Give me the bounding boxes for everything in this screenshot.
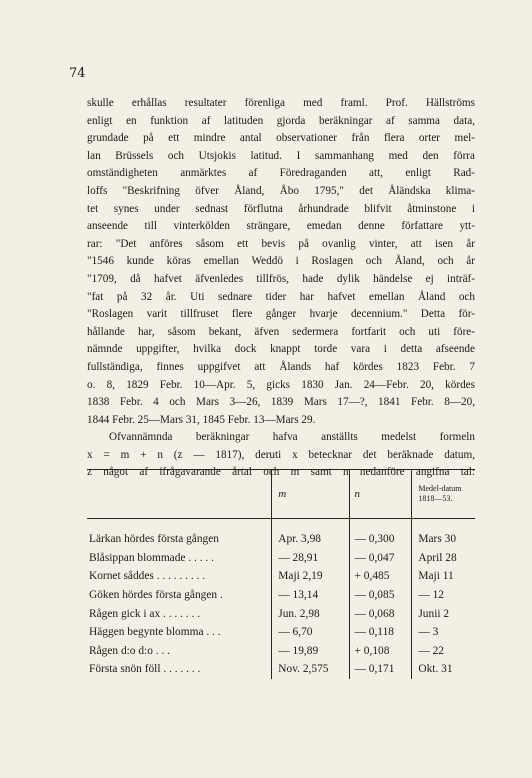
mean-date: Mars 30	[412, 519, 475, 549]
table-row	[87, 586, 475, 605]
m-value: Jun. 2,98	[272, 604, 349, 623]
row-label: Rågen gick i ax . . . . . . .	[89, 607, 201, 620]
text-line: z något af ifrågavarande årtal och m samt n nedanföre angifna tal:	[87, 466, 475, 479]
row-label: Rågen d:o d:o . . .	[89, 644, 170, 657]
text-line: anseende till vinterkölden strängare, emedan denne författare ytt-	[87, 220, 475, 233]
row-label: Göken hördes första gången .	[89, 589, 223, 602]
phenology-table	[87, 469, 475, 679]
table-row	[87, 549, 475, 568]
text-line: 1844 Febr. 25—Mars 31, 1845 Febr. 13—Mars 29.	[87, 413, 316, 426]
header-mean-date: Medel-datum 1818—53.	[412, 470, 475, 519]
n-value: + 0,485	[349, 567, 412, 586]
row-label: Häggen begynte blomma . . .	[89, 626, 221, 639]
mean-date: — 22	[412, 642, 475, 661]
header-m: m	[272, 470, 349, 519]
mean-date: Maji 11	[412, 567, 475, 586]
table-row	[87, 519, 475, 549]
text-line: omständigheten anmärktes af Föredraganden att, enligt Rad-	[87, 167, 475, 180]
body-text	[87, 95, 475, 482]
text-line: Ofvannämnda beräkningar hafva anställts medelst formeln	[109, 431, 475, 444]
row-label: Första snön föll . . . . . . .	[89, 663, 201, 676]
text-line: tet synes under sednast förflutna århundrade blifvit åtminstone i	[87, 202, 475, 215]
header-label	[87, 470, 272, 519]
row-label: Blåsippan blommade . . . . .	[89, 551, 214, 564]
m-value: Apr. 3,98	[272, 519, 349, 549]
table-row	[87, 660, 475, 679]
m-value: — 13,14	[272, 586, 349, 605]
text-line: "fat på 32 år. Uti sednare tider har hafvet emellan Åland och	[87, 290, 475, 303]
n-value: — 0,171	[349, 660, 412, 679]
mean-date: Junii 2	[412, 604, 475, 623]
text-line: enligt en funktion af latituden gjorda beräkningar af samma data,	[87, 114, 475, 127]
table-row	[87, 604, 475, 623]
text-line: loffs "Beskrifning öfver Åland, Åbo 1795," det Åländska klima-	[87, 184, 475, 197]
header-n: n	[349, 470, 412, 519]
n-value: — 0,068	[349, 604, 412, 623]
text-line: grundade på ett mindre antal observationer från flera orter mel-	[87, 132, 475, 145]
m-value: — 6,70	[272, 623, 349, 642]
text-line: "1546 kunde köras emellan Weddö i Roslagen och Åland, och år	[87, 255, 475, 268]
m-value: — 28,91	[272, 549, 349, 568]
table-header-row	[87, 470, 475, 519]
n-value: — 0,085	[349, 586, 412, 605]
formula-line: x = m + n (z — 1817), deruti x betecknar det beräknade datum,	[87, 448, 475, 461]
n-value: — 0,118	[349, 623, 412, 642]
mean-date: — 12	[412, 586, 475, 605]
table-row	[87, 623, 475, 642]
n-value: — 0,300	[349, 519, 412, 549]
text-line: fullständiga, finnes uppgifvet att Ålands haf kördes 1823 Febr. 7	[87, 360, 475, 373]
paragraph	[87, 95, 475, 429]
n-value: + 0,108	[349, 642, 412, 661]
row-label: Kornet såddes . . . . . . . . .	[89, 570, 206, 583]
text-line: "1709, då hafvet äfvenledes tillfrös, hade dylik händelse ej inträf-	[87, 272, 475, 285]
m-value: Nov. 2,575	[272, 660, 349, 679]
text-line: rar: "Det anföres såsom ett bevis på ovanlig vinter, att isen år	[87, 237, 475, 250]
text-line: 1838 Febr. 4 och Mars 3—26, 1839 Mars 17—?, 1841 Febr. 8—20,	[87, 396, 475, 409]
text-line: hållande har, såsom bekant, äfven sedermera fortfarit och uti före-	[87, 325, 475, 338]
m-value: — 19,89	[272, 642, 349, 661]
mean-date: April 28	[412, 549, 475, 568]
text-line: skulle erhållas resultater förenliga med framl. Prof. Hällströms	[87, 97, 475, 109]
m-value: Maji 2,19	[272, 567, 349, 586]
text-line: "Roslagen varit tillfruset flere gånger hvarje decennium." Detta för-	[87, 308, 475, 321]
text-line: o. 8, 1829 Febr. 10—Apr. 5, gicks 1830 Jan. 24—Febr. 20, kördes	[87, 378, 475, 391]
page-number: 74	[69, 66, 86, 81]
row-label: Lärkan hördes första gången	[89, 533, 219, 546]
table-row	[87, 642, 475, 661]
mean-date: Okt. 31	[412, 660, 475, 679]
n-value: — 0,047	[349, 549, 412, 568]
text-line: lan Brüssels och Utsjokis latitud. I sammanhang med den förra	[87, 149, 475, 162]
mean-date: — 3	[412, 623, 475, 642]
table-row	[87, 567, 475, 586]
text-line: nämnde uppgifter, hvilka dock knappt torde vara i detta afseende	[87, 343, 475, 356]
